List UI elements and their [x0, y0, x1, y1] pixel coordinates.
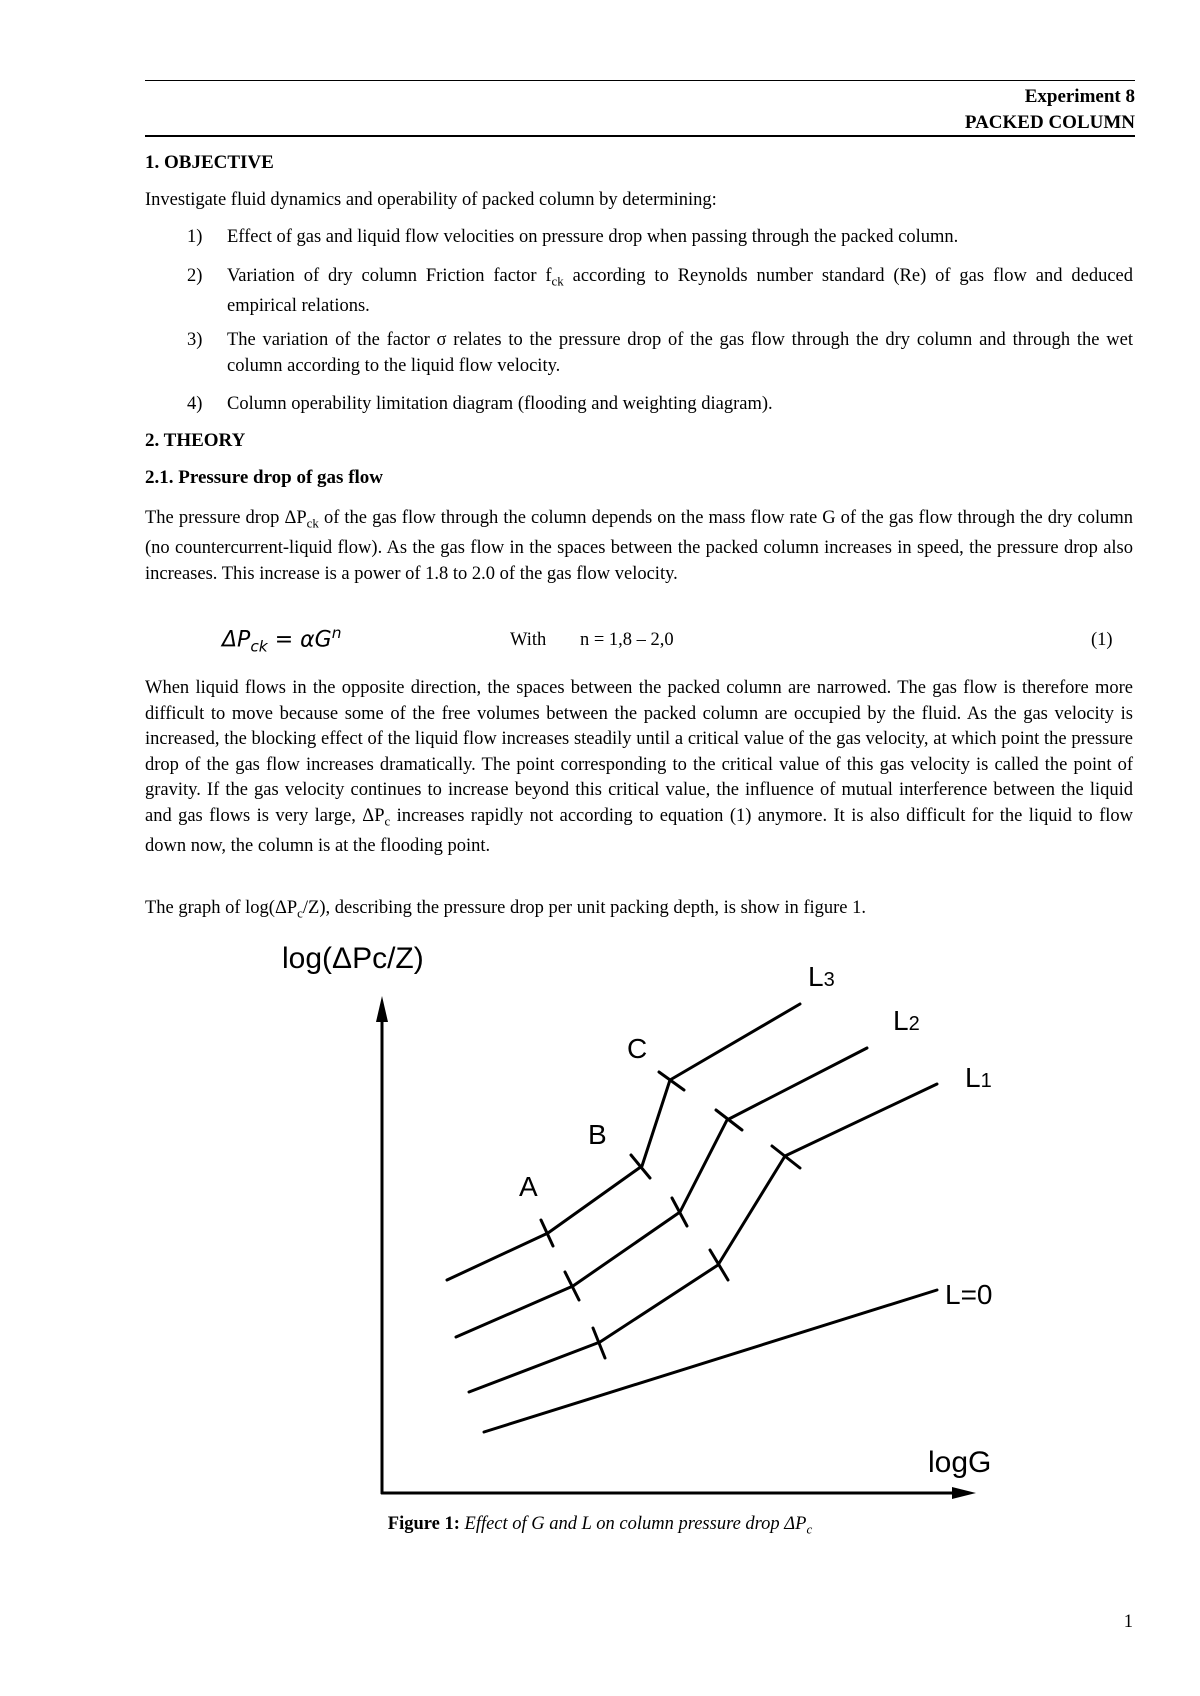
- list-text: Effect of gas and liquid flow velocities on pressure drop when passing through the packed column.: [227, 227, 959, 247]
- tick-mark: [541, 1220, 553, 1246]
- equation-number: (1): [1091, 630, 1113, 650]
- curve-l2: [456, 1048, 867, 1337]
- equation-with-label: With: [510, 630, 547, 650]
- x-axis-label: logG: [928, 1446, 992, 1479]
- theory-heading: 2. THEORY: [145, 430, 246, 451]
- curve-label-l3: L3: [808, 961, 835, 992]
- page-number: 1: [1123, 1612, 1133, 1632]
- curve-label-l0: L=0: [945, 1279, 993, 1310]
- paragraph-pressure-drop: The pressure drop $\Delta P_{ck}$ of the gas flow through the column depends on the mass flow rate G of the gas flow through the dry column (no countercurrent-liquid flow). As the gas flow in the spaces between the packed column increases in speed, the pressure drop also increases. This increase is a power of 1.8 to 2.0 of the gas flow velocity.: [145, 508, 1133, 584]
- equation-1: $\Delta P_{ck} = \alpha G^n$: [222, 624, 342, 656]
- list-number: 3): [187, 330, 203, 350]
- list-number: 1): [187, 227, 203, 247]
- experiment-number: Experiment 8: [1024, 86, 1135, 107]
- point-label-b: B: [588, 1119, 607, 1150]
- objective-intro: Investigate fluid dynamics and operability of packed column by determining:: [145, 190, 717, 210]
- x-axis-arrow-icon: [952, 1487, 976, 1499]
- curve-label-l1: L1: [965, 1062, 992, 1093]
- list-number: 2): [187, 266, 203, 286]
- point-label-c: C: [627, 1033, 648, 1064]
- y-axis-label: log(ΔPc/Z): [282, 942, 424, 975]
- equation-condition: n = 1,8 – 2,0: [580, 630, 674, 650]
- point-label-a: A: [519, 1171, 538, 1202]
- y-axis-arrow-icon: [376, 996, 388, 1022]
- tick-mark: [631, 1155, 650, 1178]
- curve-label-l2: L2: [893, 1005, 920, 1036]
- list-text: The variation of the factor σ relates to the pressure drop of the gas flow through the dry column and through the wet column according to the liquid flow velocity.: [227, 330, 1133, 376]
- paragraph-graph-intro: The graph of $\log(\Delta P_c/Z)$, describing the pressure drop per unit packing depth, is show in figure 1.: [145, 898, 866, 921]
- list-number: 4): [187, 394, 203, 414]
- figure-caption: Figure 1: Effect of G and L on column pressure drop $\Delta P_c$: [387, 1514, 813, 1537]
- list-text: Variation of dry column Friction factor $f_{ck}$ according to Reynolds number standard (Re) of gas flow and deduced empirical relations.: [227, 266, 1133, 317]
- subsection-heading: 2.1. Pressure drop of gas flow: [145, 467, 384, 488]
- objective-heading: 1. OBJECTIVE: [145, 152, 274, 173]
- list-text: Column operability limitation diagram (flooding and weighting diagram).: [227, 394, 773, 414]
- document-title: PACKED COLUMN: [964, 112, 1135, 133]
- curve-l3: [447, 1004, 800, 1280]
- tick-mark: [565, 1272, 579, 1300]
- paragraph-liquid-flow: When liquid flows in the opposite direction, the spaces between the packed column are narrowed. The gas flow is therefore more difficult to move because some of the free volumes between the packed column are occupied by the fluid. As the gas velocity is increased, the blocking effect of the liquid flow increases steadily until a critical value of the gas velocity, at which point the pressure drop of the gas flow increases dramatically. The point corresponding to the critical value of this gas velocity is called the point of gravity. If the gas velocity continues to increase beyond this critical value, the influence of mutual interference between the liquid and gas flows is very large, $\Delta P_c$ increases rapidly not according to equation (1) anymore. It is also difficult for the liquid to flow down now, the column is at the flooding point.: [145, 678, 1133, 856]
